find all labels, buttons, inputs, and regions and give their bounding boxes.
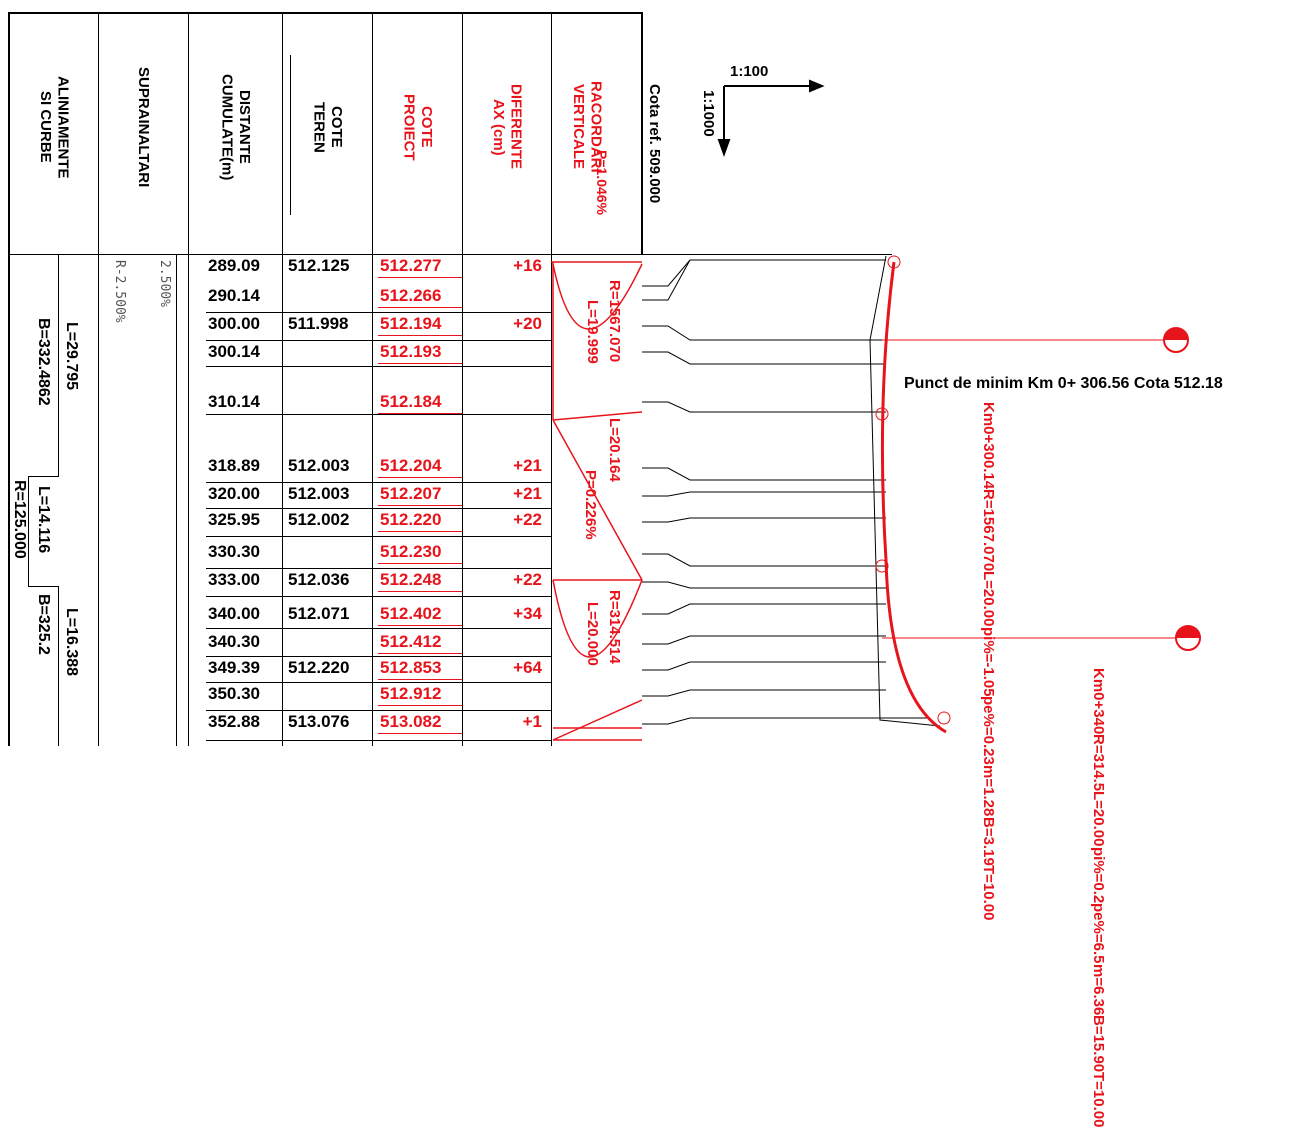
row-distance: 340.30: [208, 632, 260, 651]
row-difference: +34: [513, 604, 542, 623]
curve-parameter: m=6.36: [1090, 963, 1107, 1015]
row-distance: 350.30: [208, 684, 260, 703]
mid-slope: P=0.226%: [582, 470, 599, 540]
curve-parameter: pi%=-1.05: [980, 626, 997, 697]
curve-parameter: T=10.00: [980, 865, 997, 921]
vc2-radius: R=314.514: [606, 590, 623, 664]
header-alignments: ALINIAMENTE SI CURBE: [37, 75, 72, 179]
row-difference: +22: [513, 510, 542, 529]
alignment-2-length: L=16.388: [63, 608, 80, 677]
alignment-1-bearing: B=332.4862: [35, 318, 52, 406]
curve-1-radius: R=125.000: [11, 480, 28, 559]
row-ground-level: 512.036: [288, 570, 350, 589]
row-ground-level: 512.220: [288, 658, 350, 677]
row-ground-level: 511.998: [288, 314, 349, 333]
design-profile: [882, 262, 946, 732]
header-cumulative-distances: DISTANTE CUMULATE(m): [218, 73, 253, 181]
row-ground-level: 512.002: [288, 510, 350, 529]
row-difference: +21: [513, 456, 542, 475]
top-slope-label: P=1.046%: [594, 150, 610, 215]
curve-parameter: Km0+300.14: [980, 402, 997, 490]
row-design-level: 512.266: [380, 286, 442, 305]
reference-level: Cota ref. 509.000: [646, 84, 663, 204]
minimum-point-label: Punct de minim Km 0+ 306.56 Cota 512.18: [904, 375, 1223, 392]
header-vertical-curves: RACORDARI VERTICALE: [570, 81, 605, 173]
scale-vertical: 1:1000: [700, 90, 717, 137]
arrow-right-icon: [810, 81, 822, 91]
row-distance: 330.30: [208, 542, 260, 561]
row-ground-level: 513.076: [288, 712, 350, 731]
header-ground-levels: COTE TEREN: [310, 101, 345, 153]
curve-parameter: pe%=6.5: [1090, 903, 1107, 964]
mid-length: L=20.164: [606, 418, 623, 482]
row-difference: +22: [513, 570, 542, 589]
row-difference: +21: [513, 484, 542, 503]
scale-arrows: [719, 81, 822, 154]
curve-parameter: B=15.90: [1090, 1014, 1107, 1073]
curve-parameter: pe%=0.23: [980, 696, 997, 766]
row-design-level: 512.248: [380, 570, 442, 589]
row-difference: +1: [522, 712, 542, 731]
curve-parameter: Km0+340: [1090, 668, 1107, 735]
row-design-level: 512.207: [380, 484, 442, 503]
curve-parameter: R=1567.070: [980, 489, 997, 572]
row-design-level: 512.194: [380, 314, 442, 333]
row-distance: 340.00: [208, 604, 260, 623]
alignment-1-length: L=29.795: [63, 322, 80, 391]
curve-parameter: B=3.19: [980, 816, 997, 866]
row-ground-level: 512.003: [288, 456, 350, 475]
row-design-level: 512.912: [380, 684, 442, 703]
design-profile-ticks: [876, 256, 1186, 724]
row-distance: 352.88: [208, 712, 260, 731]
row-design-level: 512.204: [380, 456, 442, 475]
curve-parameter: L=20.00: [980, 571, 997, 627]
vc2-length: L=20.000: [584, 602, 601, 666]
row-difference: +64: [513, 658, 542, 677]
terrain-connectors: [642, 256, 940, 726]
row-design-level: 512.193: [380, 342, 442, 361]
curve-parameter: pi%=0.2: [1090, 846, 1107, 904]
row-ground-level: 512.071: [288, 604, 350, 623]
curve-1-length: L=14.116: [35, 486, 52, 554]
row-design-level: 512.230: [380, 542, 442, 561]
row-difference: +20: [513, 314, 542, 333]
row-ground-level: 512.125: [288, 256, 350, 275]
row-distance: 325.95: [208, 510, 260, 529]
row-design-level: 512.412: [380, 632, 442, 651]
row-design-level: 513.082: [380, 712, 442, 731]
row-design-level: 512.402: [380, 604, 442, 623]
arrow-down-icon: [719, 140, 729, 154]
row-ground-level: 512.003: [288, 484, 350, 503]
row-distance: 320.00: [208, 484, 260, 503]
curve-parameter: m=1.28: [980, 765, 997, 817]
superelevation-2: R-2.500%: [112, 260, 127, 323]
vertex-symbol-1: [1164, 328, 1188, 352]
vertical-curve-symbols: [551, 262, 642, 740]
header-differences: DIFERENTE AX (cm): [490, 84, 525, 170]
row-design-level: 512.277: [380, 256, 442, 275]
row-distance: 310.14: [208, 392, 260, 411]
row-distance: 300.14: [208, 342, 260, 361]
curve-parameter: L=20.00: [1090, 791, 1107, 847]
row-difference: +16: [513, 256, 542, 275]
row-design-level: 512.853: [380, 658, 442, 677]
row-distance: 318.89: [208, 456, 260, 475]
row-distance: 290.14: [208, 286, 260, 305]
row-distance: 300.00: [208, 314, 260, 333]
row-distance: 333.00: [208, 570, 260, 589]
vertex-symbol-2: [1176, 626, 1200, 650]
row-distance: 289.09: [208, 256, 260, 275]
alignment-2-bearing: B=325.2: [35, 594, 52, 655]
vc1-radius: R=1567.070: [606, 280, 623, 363]
header-superelevations: SUPRAINALTARI: [135, 66, 153, 188]
vertex-marker-icon: [938, 712, 950, 724]
row-design-level: 512.184: [380, 392, 442, 411]
curve-parameter: R=314.5: [1090, 734, 1107, 792]
scale-horizontal: 1:100: [730, 63, 769, 80]
superelevation-1: 2.500%: [157, 260, 172, 307]
vc1-length: L=19.999: [584, 300, 601, 364]
row-design-level: 512.220: [380, 510, 442, 529]
header-design-levels: COTE PROIECT: [400, 93, 435, 161]
row-distance: 349.39: [208, 658, 260, 677]
curve-parameter: T=10.00: [1090, 1072, 1107, 1128]
